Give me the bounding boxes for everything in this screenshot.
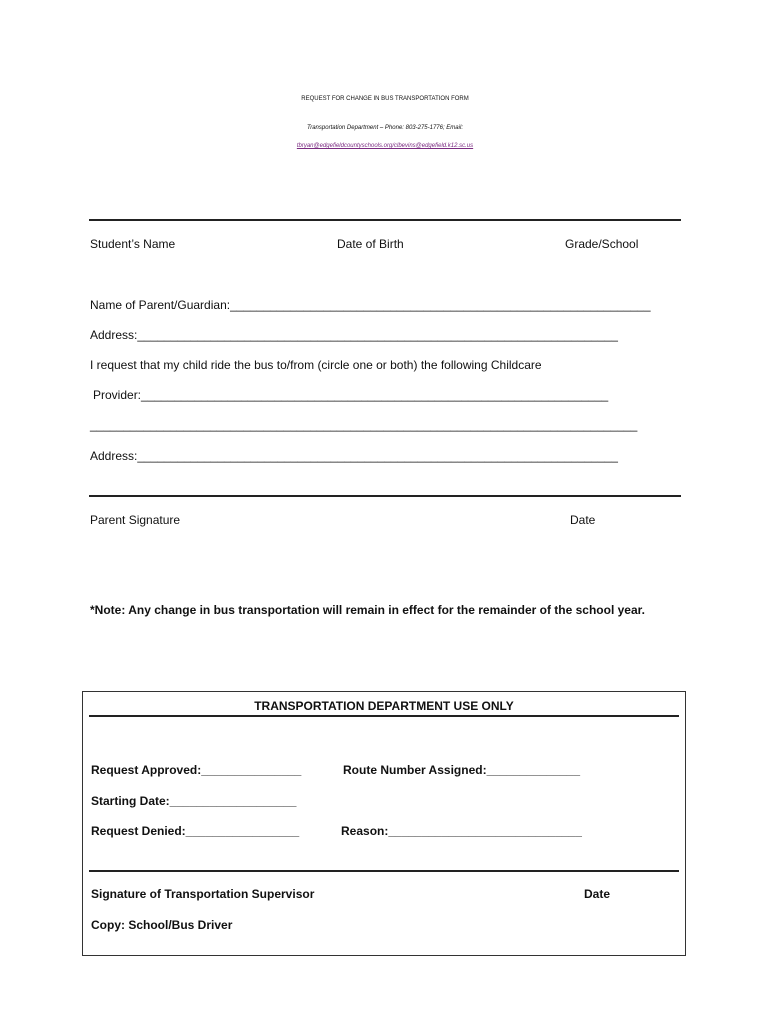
copy-label: Copy: School/Bus Driver	[91, 918, 233, 932]
grade-school-label: Grade/School	[565, 237, 639, 251]
starting-date-field[interactable]: Starting Date:___________________	[91, 794, 297, 808]
form-title: REQUEST FOR CHANGE IN BUS TRANSPORTATION FORM	[301, 96, 469, 102]
department-heading-rule	[89, 715, 679, 717]
parent-signature-label: Parent Signature	[90, 513, 181, 527]
supervisor-signature-label: Signature of Transportation Supervisor	[91, 887, 315, 901]
parent-guardian-field[interactable]: Name of Parent/Guardian:_______________________________________________________________	[90, 298, 651, 312]
signature-divider	[89, 495, 681, 497]
request-approved-field[interactable]: Request Approved:_______________	[91, 763, 302, 777]
email-link[interactable]: tbryan@edgefieldcountyschools.org/clbevins@edgefield.k12.sc.us	[296, 143, 474, 149]
students-name-label: Student’s Name	[90, 237, 176, 251]
parent-date-label: Date	[570, 513, 596, 527]
provider-address-field[interactable]: Address:________________________________________________________________________	[90, 449, 618, 463]
contact-line: Transportation Department – Phone: 803-275-1776; Email:	[307, 125, 463, 131]
provider-continuation-line[interactable]: __________________________________________________________________________________	[90, 418, 638, 432]
top-divider	[89, 219, 681, 221]
provider-field[interactable]: Provider:______________________________________________________________________	[93, 388, 609, 402]
date-of-birth-label: Date of Birth	[337, 237, 404, 251]
request-denied-field[interactable]: Request Denied:_________________	[91, 824, 300, 838]
request-statement: I request that my child ride the bus to/from (circle one or both) the following Childcare	[90, 358, 542, 372]
supervisor-date-label: Date	[584, 887, 611, 901]
note-text: *Note: Any change in bus transportation will remain in effect for the remainder of the school year.	[90, 603, 645, 617]
address-field[interactable]: Address:________________________________________________________________________	[90, 328, 618, 342]
route-number-field[interactable]: Route Number Assigned:______________	[343, 763, 580, 777]
reason-field[interactable]: Reason:_____________________________	[341, 824, 582, 838]
department-heading: TRANSPORTATION DEPARTMENT USE ONLY	[254, 699, 514, 713]
supervisor-divider	[89, 870, 679, 872]
